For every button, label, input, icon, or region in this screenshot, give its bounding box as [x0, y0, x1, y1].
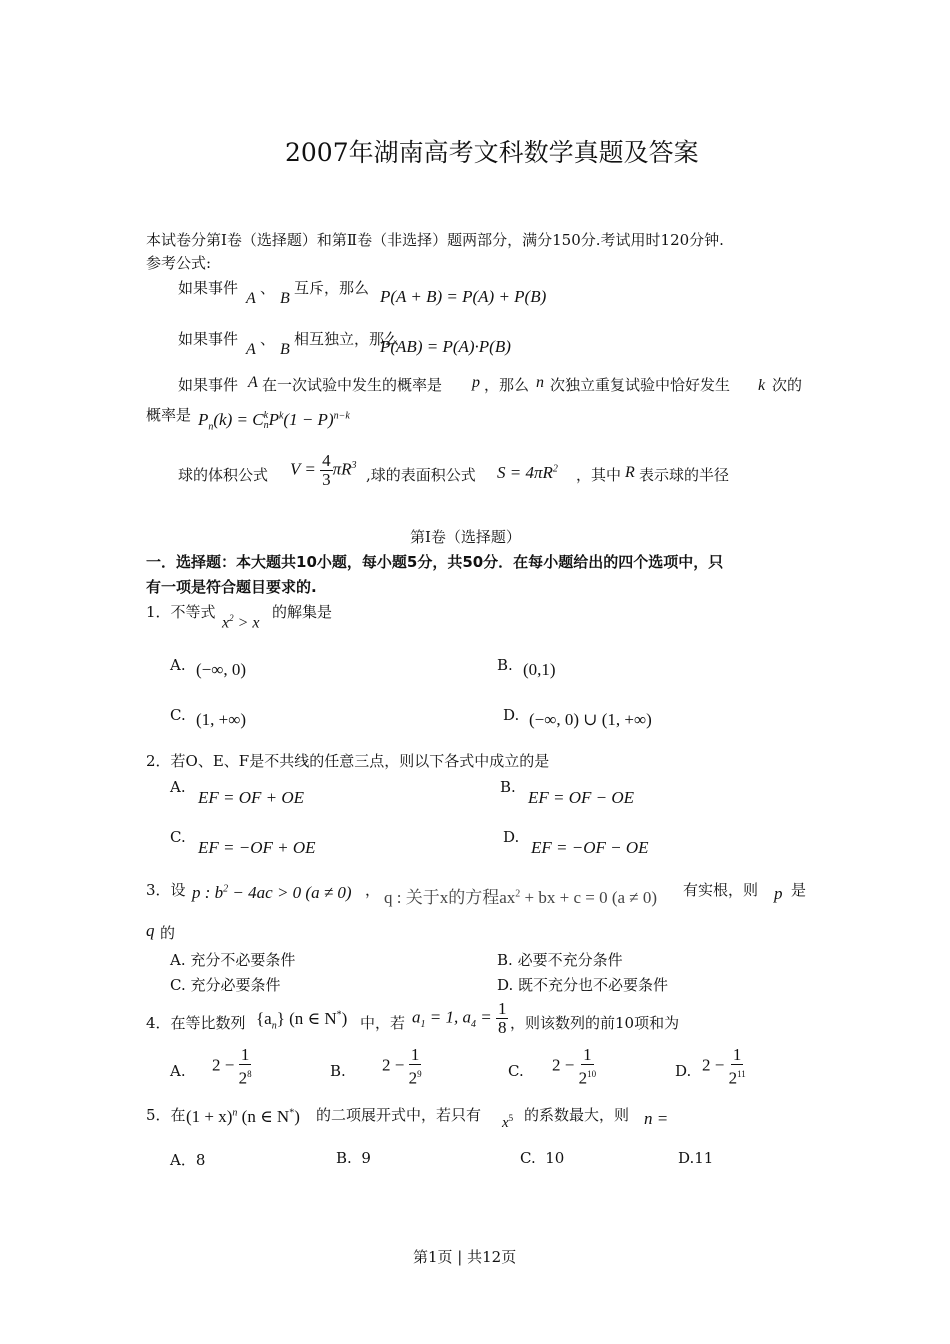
- q5-n: n =: [644, 1109, 669, 1128]
- formula3-k: k: [758, 377, 766, 394]
- q3-condition-q: q : 关于x的方程$ax^2$ + bx + c = 0 (a ≠ 0): [384, 888, 658, 907]
- q4-stem-prefix: 4．在等比数列: [146, 1014, 246, 1032]
- formula2-sep: 、: [260, 330, 276, 348]
- formula3-prefix: 如果事件: [178, 376, 239, 394]
- formula4-prefix: 球的体积公式: [178, 466, 269, 484]
- section-heading-line2: 有一项是符合题目要求的.: [146, 578, 317, 596]
- q1-option-b: (0,1): [523, 660, 556, 679]
- q2-option-d: EF = −OF − OE: [531, 838, 649, 857]
- q4-option-d: 2 − $\frac{1}{2^{11}}$: [702, 1045, 746, 1088]
- formula1-prefix: 如果事件: [178, 279, 239, 297]
- q3-option-d: D. 既不充分也不必要条件: [497, 976, 669, 994]
- formula3-text3: 次独立重复试验中恰好发生: [550, 376, 731, 394]
- formula2-prefix: 如果事件: [178, 330, 239, 348]
- q1-stem-suffix: 的解集是: [272, 603, 333, 621]
- q2-option-b-label: B.: [500, 778, 516, 796]
- formula1-mid: 互斥，那么: [294, 279, 370, 297]
- section-heading-line1: 一．选择题：本大题共10小题，每小题5分，共50分．在每小题给出的四个选项中，只: [146, 553, 724, 571]
- q4-option-d-label: D.: [675, 1062, 692, 1080]
- q2-option-a: EF = OF + OE: [198, 788, 305, 807]
- formula4-tail1: ，其中: [576, 466, 622, 484]
- formula4-R: R: [625, 464, 635, 481]
- q1-option-c: (1, +∞): [196, 710, 247, 729]
- q2-stem: 2．若O、E、F是不共线的任意三点，则以下各式中成立的是: [146, 752, 550, 770]
- q1-inequality: $x^2 > x$: [222, 613, 260, 632]
- formula3-text2: ，那么: [484, 376, 530, 394]
- q2-option-a-label: A.: [170, 778, 186, 796]
- formula3-p: p: [472, 374, 480, 391]
- q5-stem-prefix: 5．在: [146, 1106, 186, 1124]
- formula1-A: A: [246, 290, 256, 307]
- formula1-sep: 、: [260, 279, 276, 297]
- formula4-tail2: 表示球的半径: [639, 466, 730, 484]
- q1-option-d: (−∞, 0) ∪ (1, +∞): [529, 710, 652, 729]
- q4-option-b: 2 − $\frac{1}{2^9}$: [382, 1045, 422, 1088]
- q3-condition-p: p : $b^2 - 4ac > 0$ (a ≠ 0): [192, 883, 352, 902]
- q5-option-d: D.11: [678, 1149, 714, 1167]
- q5-option-b: B. 9: [336, 1149, 371, 1167]
- formula3-line2: 概率是: [146, 406, 192, 424]
- q2-option-c-label: C.: [170, 828, 186, 846]
- q5-tail: 的系数最大，则: [524, 1106, 630, 1124]
- formula3-n: n: [536, 374, 544, 391]
- q5-mid: 的二项展开式中，若只有: [316, 1106, 482, 1124]
- q5-option-a: A．8: [170, 1151, 206, 1169]
- q3-number: 3．设: [146, 881, 186, 899]
- formula2-B: B: [280, 341, 290, 358]
- q5-x: $x^5$: [502, 1113, 514, 1131]
- sphere-volume-formula: V = $\frac{4}{3}$ $\pi R^3$: [290, 451, 357, 489]
- q3-option-b: B. 必要不充分条件: [497, 951, 623, 969]
- q4-mid: 中，若: [360, 1014, 406, 1032]
- formula4-mid: ,球的表面积公式: [366, 466, 476, 484]
- intro-line1: 本试卷分第Ⅰ卷（选择题）和第Ⅱ卷（非选择）题两部分，满分150分.考试用时120分钟.: [146, 231, 724, 249]
- formula2-expression: P(AB) = P(A)·P(B): [380, 337, 511, 356]
- formula3-text1: 在一次试验中发生的概率是: [262, 376, 443, 394]
- formula3-A: A: [248, 374, 258, 391]
- q4-sequence: $\{a_n\}$ (n ∈ N*): [256, 1009, 348, 1032]
- intro-line2: 参考公式:: [146, 254, 212, 272]
- q2-option-d-label: D.: [503, 828, 520, 846]
- formula1-B: B: [280, 290, 290, 307]
- q1-stem-prefix: 1．不等式: [146, 603, 216, 621]
- q3-p: p: [774, 884, 783, 903]
- q4-option-c: 2 − $\frac{1}{2^{10}}$: [552, 1045, 597, 1088]
- q5-option-c: C. 10: [520, 1149, 565, 1167]
- q4-option-c-label: C.: [508, 1062, 524, 1080]
- q1-option-a: (−∞, 0): [196, 660, 247, 679]
- q1-option-b-label: B.: [497, 656, 513, 674]
- formula3-expression: $P_n(k) = C$ k n $P^k(1 - P)^{n-k}$: [198, 410, 350, 433]
- q3-option-a: A. 充分不必要条件: [170, 951, 296, 969]
- q5-expression: $(1 + x)^n$ (n ∈ N*): [186, 1107, 300, 1126]
- q4-tail: ，则该数列的前10项和为: [510, 1014, 680, 1032]
- q3-comma: ，: [365, 881, 381, 899]
- q3-text3: 的: [160, 924, 176, 942]
- formula2-A: A: [246, 341, 256, 358]
- section-title: 第Ⅰ卷（选择题）: [410, 528, 521, 546]
- q4-condition: $a_1 = 1$, $a_4$ = $\frac{1}{8}$: [412, 999, 507, 1037]
- q4-option-a-label: A.: [170, 1062, 186, 1080]
- q3-text2: 是: [791, 881, 807, 899]
- formula3-text4: 次的: [772, 376, 803, 394]
- q2-option-b: EF = OF − OE: [528, 788, 635, 807]
- q3-q: q: [146, 921, 155, 940]
- page-footer: 第1页 | 共12页: [413, 1248, 517, 1266]
- q1-option-d-label: D.: [503, 706, 520, 724]
- q2-option-c: EF = −OF + OE: [198, 838, 316, 857]
- page-title: 2007年湖南高考文科数学真题及答案: [285, 138, 699, 167]
- q1-option-a-label: A.: [170, 656, 186, 674]
- q3-option-c: C. 充分必要条件: [170, 976, 281, 994]
- formula2-mid: 相互独立，那么: [294, 330, 400, 348]
- q4-option-b-label: B.: [330, 1062, 346, 1080]
- q4-option-a: 2 − $\frac{1}{2^8}$: [212, 1045, 252, 1088]
- sphere-surface-formula: $S = 4\pi R^2$: [497, 463, 558, 482]
- q3-text1: 有实根，则: [683, 881, 759, 899]
- q1-option-c-label: C.: [170, 706, 186, 724]
- formula1-expression: P(A + B) = P(A) + P(B): [380, 287, 547, 306]
